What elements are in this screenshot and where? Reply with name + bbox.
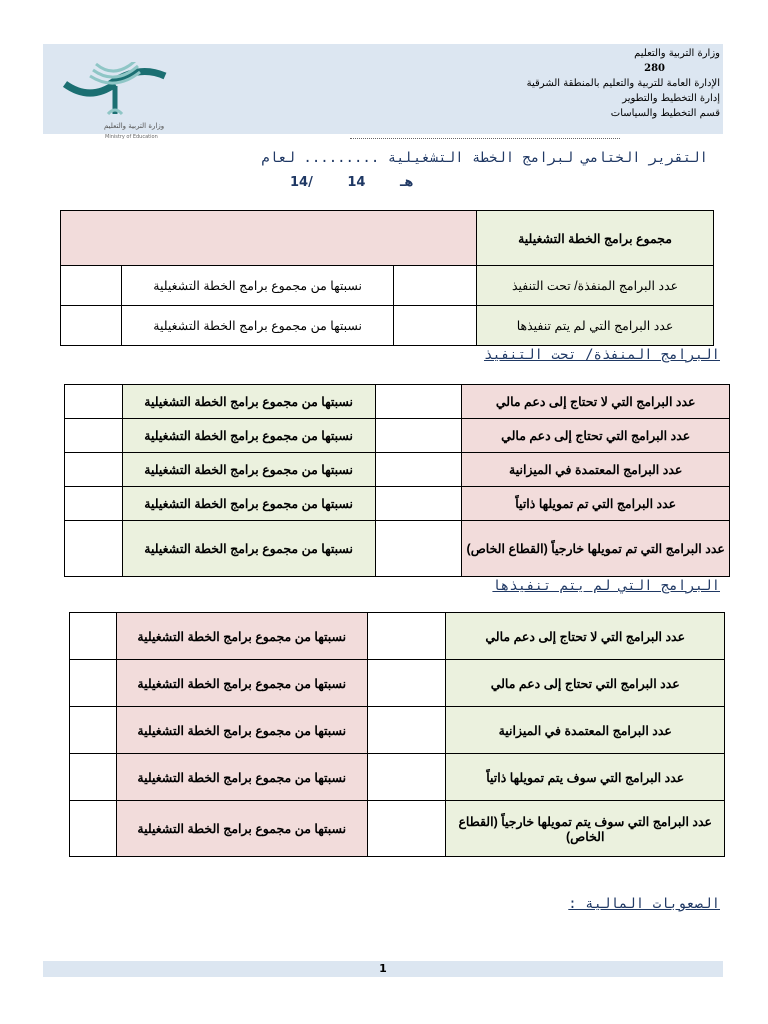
table-row-ratio-value[interactable] [70,613,117,660]
not-executed-programs-table [69,612,725,857]
table-row-ratio-label: نسبتها من مجموع برامج الخطة التشغيلية [116,613,367,660]
document-number: 280 [644,63,665,74]
table-row-value[interactable] [367,707,446,754]
summary-table [60,210,714,346]
table-row-ratio-value[interactable] [65,385,123,419]
table-row-value[interactable] [375,419,462,453]
table-row-ratio-label: نسبتها من مجموع برامج الخطة التشغيلية [116,707,367,754]
executed-ratio-value[interactable] [61,266,122,306]
logo-text-ar: وزارة التربية والتعليم [104,122,165,130]
not-executed-ratio-value[interactable] [61,306,122,346]
table-row-ratio-value[interactable] [70,754,117,801]
executed-ratio-label: نسبتها من مجموع برامج الخطة التشغيلية [122,266,394,306]
table-row-value[interactable] [367,613,446,660]
table-row-value[interactable] [375,453,462,487]
table-row-value[interactable] [375,385,462,419]
logo-text-en: Ministry of Education [105,134,158,140]
total-programs-label: مجموع برامج الخطة التشغيلية [477,211,714,266]
table-row-ratio-value[interactable] [65,487,123,521]
section-name: قسم التخطيط والسياسات [610,108,720,119]
not-executed-count-value[interactable] [394,306,477,346]
table-row-label: عدد البرامج التي تحتاج إلى دعم مالي [446,660,725,707]
section-not-executed-title: البرامج التي لم يتم تنفيذها [492,578,720,594]
table-row-value[interactable] [375,487,462,521]
financial-difficulties-title: الصعوبات المالية : [568,896,720,912]
table-row-label: عدد البرامج المعتمدة في الميزانية [446,707,725,754]
table-row-label: عدد البرامج المعتمدة في الميزانية [462,453,730,487]
table-row-value[interactable] [375,521,462,577]
header-divider [350,138,620,139]
table-row-ratio-label: نسبتها من مجموع برامج الخطة التشغيلية [122,385,375,419]
table-row-ratio-label: نسبتها من مجموع برامج الخطة التشغيلية [116,801,367,857]
table-row-ratio-value[interactable] [70,801,117,857]
page-footer [43,961,723,977]
organization-header [527,46,720,121]
table-row-label: عدد البرامج التي سوف يتم تمويلها ذاتياً [446,754,725,801]
table-row-label: عدد البرامج التي لا تحتاج إلى دعم مالي [446,613,725,660]
division-name: إدارة التخطيط والتطوير [622,93,720,104]
table-row-ratio-label: نسبتها من مجموع برامج الخطة التشغيلية [122,453,375,487]
page-number: 1 [379,962,387,975]
table-row-ratio-value[interactable] [65,521,123,577]
executed-count-value[interactable] [394,266,477,306]
table-row-ratio-label: نسبتها من مجموع برامج الخطة التشغيلية [122,487,375,521]
executed-programs-table [64,384,730,577]
table-row-label: عدد البرامج التي تم تمويلها ذاتياً [462,487,730,521]
table-row-value[interactable] [367,801,446,857]
ministry-name: وزارة التربية والتعليم [634,48,720,59]
table-row-ratio-label: نسبتها من مجموع برامج الخطة التشغيلية [122,419,375,453]
table-row-ratio-value[interactable] [70,660,117,707]
not-executed-count-label: عدد البرامج التي لم يتم تنفيذها [477,306,714,346]
table-row-label: عدد البرامج التي سوف يتم تمويلها خارجياً (القطاع الخاص) [446,801,725,857]
table-row-label: عدد البرامج التي لا تحتاج إلى دعم مالي [462,385,730,419]
total-programs-value[interactable] [61,211,477,266]
table-row-value[interactable] [367,754,446,801]
table-row-ratio-label: نسبتها من مجموع برامج الخطة التشغيلية [116,754,367,801]
report-date: 14/ 14 هـ [290,175,414,190]
table-row-value[interactable] [367,660,446,707]
table-row-ratio-value[interactable] [65,419,123,453]
not-executed-ratio-label: نسبتها من مجموع برامج الخطة التشغيلية [122,306,394,346]
department-name: الإدارة العامة للتربية والتعليم بالمنطقة الشرقية [526,78,720,89]
table-row-ratio-value[interactable] [65,453,123,487]
table-row-label: عدد البرامج التي تم تمويلها خارجياً (القطاع الخاص) [462,521,730,577]
executed-count-label: عدد البرامج المنفذة/ تحت التنفيذ [477,266,714,306]
table-row-ratio-value[interactable] [70,707,117,754]
report-title: التقرير الختامي لبرامج الخطة التشغيلية ......... لعام [261,150,708,166]
table-row-ratio-label: نسبتها من مجموع برامج الخطة التشغيلية [122,521,375,577]
table-row-label: عدد البرامج التي تحتاج إلى دعم مالي [462,419,730,453]
section-executed-title: البرامج المنفذة/ تحت التنفيذ [483,347,720,363]
ministry-logo-icon [60,62,170,142]
table-row-ratio-label: نسبتها من مجموع برامج الخطة التشغيلية [116,660,367,707]
